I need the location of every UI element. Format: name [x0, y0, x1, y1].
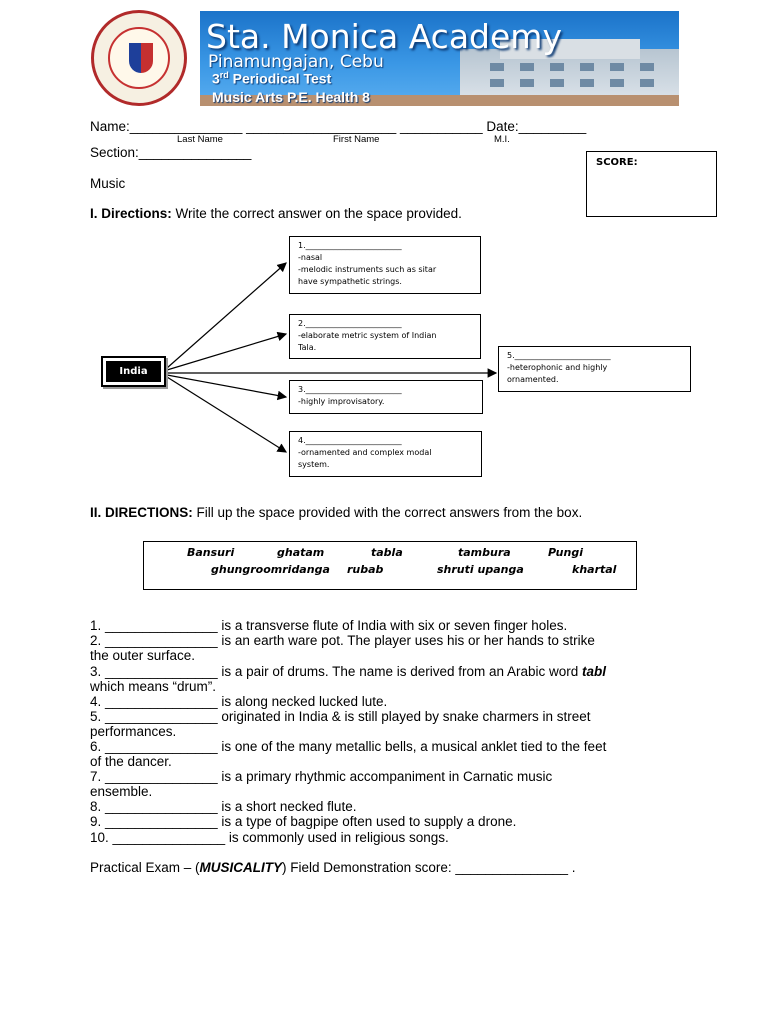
word-bank-item: Pungi — [548, 546, 583, 559]
question-line: 2. _______________ is an earth ware pot. The player uses his or her hands to strike — [90, 633, 595, 648]
word-bank-item: Bansuri — [187, 546, 235, 559]
word-bank-item: tabla — [371, 546, 403, 559]
diagram-box-3 — [289, 380, 483, 414]
box4-line2: system. — [298, 460, 330, 469]
school-name: Sta. Monica Academy — [206, 17, 562, 56]
word-bank-item: tambura — [458, 546, 511, 559]
question-line: performances. — [90, 724, 177, 739]
word-bank-item: rubab — [347, 563, 384, 576]
mi-caption: M.I. — [494, 134, 510, 145]
diagram-box-1 — [289, 236, 481, 294]
question-line: 4. _______________ is along necked lucked lute. — [90, 694, 388, 709]
diagram-box-4 — [289, 431, 482, 477]
test-title: 3rd Periodical Test — [212, 70, 332, 87]
word-bank-item: ghatam — [277, 546, 325, 559]
box5-blank: 5.________________________ — [507, 351, 611, 360]
box2-blank: 2.________________________ — [298, 319, 402, 328]
box3-blank: 3.________________________ — [298, 385, 402, 394]
test-subject: Music Arts P.E. Health 8 — [212, 89, 370, 105]
question-line: 5. _______________ originated in India & is still played by snake charmers in street — [90, 709, 591, 724]
box4-line1: -ornamented and complex modal — [298, 448, 432, 457]
section-line: Section:_______________ — [90, 145, 252, 160]
name-line: Name:_______________ ____________________ ___________ Date:_________ — [90, 119, 587, 134]
score-label: SCORE: — [596, 157, 638, 168]
box2-line1: -elaborate metric system of Indian — [298, 331, 437, 340]
box1-line2: -melodic instruments such as sitar — [298, 265, 437, 274]
diagram-box-2 — [289, 314, 481, 359]
question-line: which means “drum”. — [90, 679, 217, 694]
box5-line1: -heterophonic and highly — [507, 363, 608, 372]
box3-line1: -highly improvisatory. — [298, 397, 385, 406]
practical-exam-line: Practical Exam – (MUSICALITY) Field Demonstration score: _______________ . — [90, 860, 576, 875]
word-bank-box — [143, 541, 637, 590]
part1-directions: I. Directions: Write the correct answer on the space provided. — [90, 206, 462, 221]
school-location: Pinamungajan, Cebu — [208, 52, 384, 72]
box1-line1: -nasal — [298, 253, 323, 262]
question-line: 9. _______________ is a type of bagpipe often used to supply a drone. — [90, 814, 517, 829]
question-line: ensemble. — [90, 784, 153, 799]
diagram-box-5 — [498, 346, 691, 392]
section-music-heading: Music — [90, 176, 126, 191]
question-line: the outer surface. — [90, 648, 196, 663]
box5-line2: ornamented. — [507, 375, 559, 384]
part2-directions: II. DIRECTIONS: Fill up the space provided with the correct answers from the box. — [90, 505, 583, 520]
first-name-caption: First Name — [333, 134, 380, 145]
question-line: 7. _______________ is a primary rhythmic accompaniment in Carnatic music — [90, 769, 553, 784]
box4-blank: 4.________________________ — [298, 436, 402, 445]
question-line: 1. _______________ is a transverse flute of India with six or seven finger holes. — [90, 618, 568, 633]
word-bank-item: shruti upanga — [437, 563, 524, 576]
question-line: 6. _______________ is one of the many metallic bells, a musical anklet tied to the feet — [90, 739, 607, 754]
last-name-caption: Last Name — [177, 134, 223, 145]
word-bank-item: khartal — [572, 563, 617, 576]
box1-blank: 1.________________________ — [298, 241, 402, 250]
box1-line3: have sympathetic strings. — [298, 277, 402, 286]
question-line: of the dancer. — [90, 754, 172, 769]
question-line: 10. _______________ is commonly used in religious songs. — [90, 830, 449, 845]
box2-line2: Tala. — [298, 343, 317, 352]
word-bank-item: ghungroomridanga — [211, 563, 330, 576]
question-line: 3. _______________ is a pair of drums. The name is derived from an Arabic word tabl — [90, 664, 607, 679]
question-line: 8. _______________ is a short necked flute. — [90, 799, 357, 814]
india-label: India — [106, 361, 161, 382]
india-center-box — [101, 356, 166, 387]
